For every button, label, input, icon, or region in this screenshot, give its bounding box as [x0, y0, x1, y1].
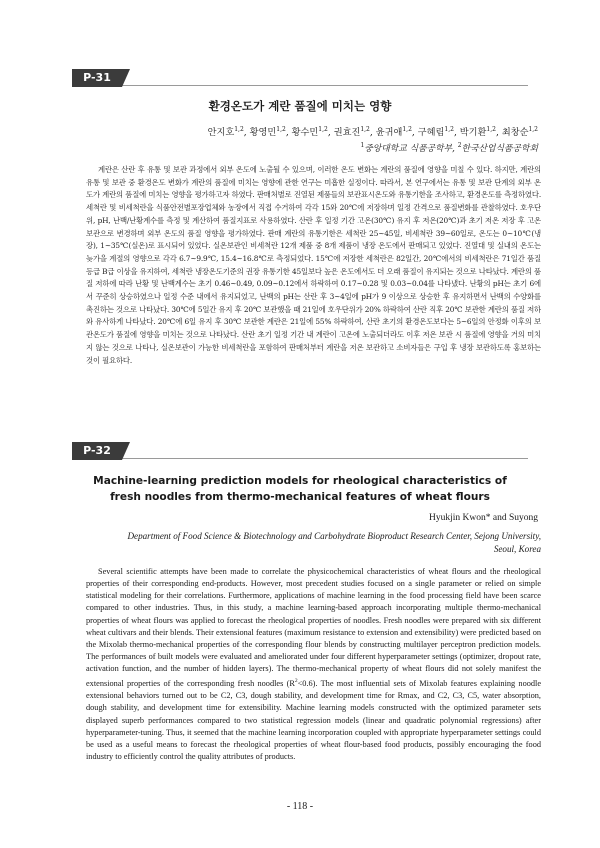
author-affil-sup: 1,2 [402, 125, 412, 133]
author-name: 권효진 [333, 127, 361, 138]
affil-sup-2: 2 [457, 142, 462, 150]
author-affil-sup: 1,2 [234, 125, 244, 133]
affil-2: 한국산업식품공학회 [461, 144, 538, 154]
p31-affiliation [360, 141, 538, 154]
p32-affiliation [86, 530, 541, 556]
p32-affil-line-2: Seoul, Korea [493, 544, 541, 554]
p31-authors: 안지호$^{1,2}$, 황영민$^{1,2}$, 황수민$^{1,2}$, 권효진$^{1,2}$, 윤귀애$^{1,2}$, 구혜림$^{1,2}$, 박기환$^{1,2}$, 최창순$^{1,2}$ [207, 125, 538, 138]
author-name: 구혜림 [417, 127, 445, 138]
author-name: 윤귀애 [375, 127, 403, 138]
affil-1: 중앙대학교 식품공학부, [364, 144, 458, 154]
p31-abstract: 계란은 산란 후 유통 및 보관 과정에서 외부 온도에 노출될 수 있으며, 이러한 온도 변화는 계란의 품질에 영향을 미칠 수 있다. 하지만, 계란의 유통 및 보관 중 환경온도 변화가 계란의 품질에 미치는 영향에 관한 연구는 미흡한 실정이다. 따라서, 본 연구에서는 유통 및 보관 단계의 외부 온도가 계란의 품질에 미치는 영향을 평가하고자 하였다. 판매처별로 진열된 제품들의 보관표시온도와 유통기한을 조사하고, 환경온도를 측정하였다. 세척란 및 비세척란을 식품안전별포장업체와 농장에서 직접 수거하여 각각 15와 20℃에 저장하며 일정 간격으로 품질변화를 관찰하였다. 호우단위, pH, 난백/난황계수를 측정 및 계산하여 품질지표로 사용하였다. 산란 후 일정 기간 고온(30℃) 유지 후 저온(20℃)과 초기 저온 저장 후 고온 보관으로 변경하며 외부 온도의 품질 영향을 평가하였다. 판매 계란의 유통기한은 세척란 25~45일, 비세척란 39~60일로, 온도는 0~10℃(냉장), 1~35℃(실온)로 표시되어 있었다. 실온보관인 비세척란 12개 제품 중 8개 제품이 냉장 온도에서 판매되고 있었다. 진열대 및 실내의 온도는 늦가을 계절의 영향으로 각각 6.7~9.9℃, 15.4~16.8℃로 측정되었다. 15℃에 저장한 세척란은 82일간, 20℃에서의 비세척란은 71일간 품질등급 B급 이상을 유지하여, 세척란 냉장온도기준의 권장 유통기한 45일보다 높은 온도에서도 더 오래 품질이 유지되는 것으로 나타났다. 계란의 품질 저하에 따라 난황 및 난백계수는 초기 0.46~0.49, 0.09~0.12에서 하락하여 0.17~0.28 및 0.03~0.04를 나타냈다. 난황의 pH는 초기 6에서 꾸준히 상승하였으나 일정 수준 내에서 유지되었고, 난백의 pH는 산란 후 3~4일에 pH가 9 이상으로 상승한 후 유지하면서 난백의 수양화를 촉진하는 것으로 나타났다. 30℃에 5일간 유지 후 20℃ 보관했을 때 21일에 호우단위가 20% 하락하여 산란 직후 20℃ 보관한 계란의 품질 저하와 유사하게 나타났다. 20℃에 6일 유지 후 30℃ 보관한 계란은 21일에 55% 하락하여, 산란 초기의 환경온도보다는 5~6일의 안정화 이후의 보관온도가 품질에 영향을 미치는 것으로 나타났다. 산란 초기 일정 기간 내 계란이 고온에 노출되더라도 이후 저온 보관 시 품질에 영향을 거의 미치지 않는 것으로 나타나, 실온보관이 가능한 비세척란을 포함하여 판매처부터 계란을 저온 보관하고 소비자들은 구입 후 냉장 보관하도록 홍보하는 것이 필요하다. [86, 165, 541, 365]
author-name: 안지호 [207, 127, 235, 138]
author-name: 최창순 [501, 127, 529, 138]
p32-abstract-part-2: <0.6). The most influential sets of Mixolab features explaining noodle extensional behaviors turned out to be C2, C3, dough stability, and development time for Rmax, and C2, C3, C5, water absorption, dough stability, and development time for extensibility. Machine learning models constructed with the optimized parameter sets displayed superb performances compared to two statistical regression models (linear and quadratic polynomial regressions) after hyperparameter-tuning. Thus, it seemed that the machine learning incorporation coupled with appropriate hyperparameter settings could be used as a useful means to forecast the rheological properties of wheat flour-based food products, possibly encouraging the food industry to efficiently control the quality attributes of products. [86, 679, 542, 762]
p32-title-line-2: fresh noodles from thermo-mechanical features of wheat flours [110, 491, 490, 503]
p32-affil-line-1: Department of Food Science & Biotechnology and Carbohydrate Bioproduct Research Center, Sejong University, [127, 531, 541, 541]
section-rule-p31 [72, 85, 528, 86]
author-affil-sup: 1,2 [318, 125, 328, 133]
page-number: - 118 - [286, 801, 314, 812]
p32-title-line-1: Machine-learning prediction models for rheological characteristics of [93, 475, 507, 487]
section-rule-p32 [72, 458, 528, 459]
author-affil-sup: 1,2 [276, 125, 286, 133]
p32-authors: Hyukjin Kwon* and Suyong [429, 513, 538, 523]
author-name: 박기환 [459, 127, 487, 138]
author-affil-sup: 1,2 [528, 125, 538, 133]
p31-title: 환경온도가 계란 품질에 미치는 영향 [208, 99, 392, 113]
p32-abstract-part-1: Several scientific attempts have been made to correlate the physicochemical characteristics of wheat flours and the rheological properties of their corresponding end-products. However, most precedent studies focused on a single parameter or relied on simple statistical modeling for their correlations. Furthermore, applications of machine learning in the food processing field have been scarce compared to other industries. Thus, in this study, a machine learning-based approach incorporating multiple thermo-mechanical properties of wheat flours was applied to forecast the rheological properties of noodles. Fresh noodles were prepared with six different wheat cultivars and their blends. Their extensional features (maximum resistance to extension and extensibility) were predicted based on the Mixolab thermo-mechanical properties of the corresponding flour blends by constructing multilayer perceptron prediction models. The performances of built models were evaluated and ameliorated under four different hyperparameter settings (optimizer, dropout rate, activation function, and the number of hidden layers). The thermo-mechanical property of wheat flours did not solely manifest the extensional properties of the corresponding fresh noodles (R [86, 567, 541, 689]
section-tag-p32: P-32 [72, 442, 122, 460]
p32-abstract [86, 566, 541, 763]
p32-title [60, 473, 540, 505]
author-name: 황영민 [249, 127, 277, 138]
affil-sup-1: 1 [360, 142, 365, 150]
author-name: 황수민 [291, 127, 319, 138]
author-affil-sup: 1,2 [444, 125, 454, 133]
author-affil-sup: 1,2 [486, 125, 496, 133]
section-tag-p31: P-31 [72, 69, 122, 87]
author-affil-sup: 1,2 [360, 125, 370, 133]
r2-superscript: 2 [294, 678, 298, 685]
